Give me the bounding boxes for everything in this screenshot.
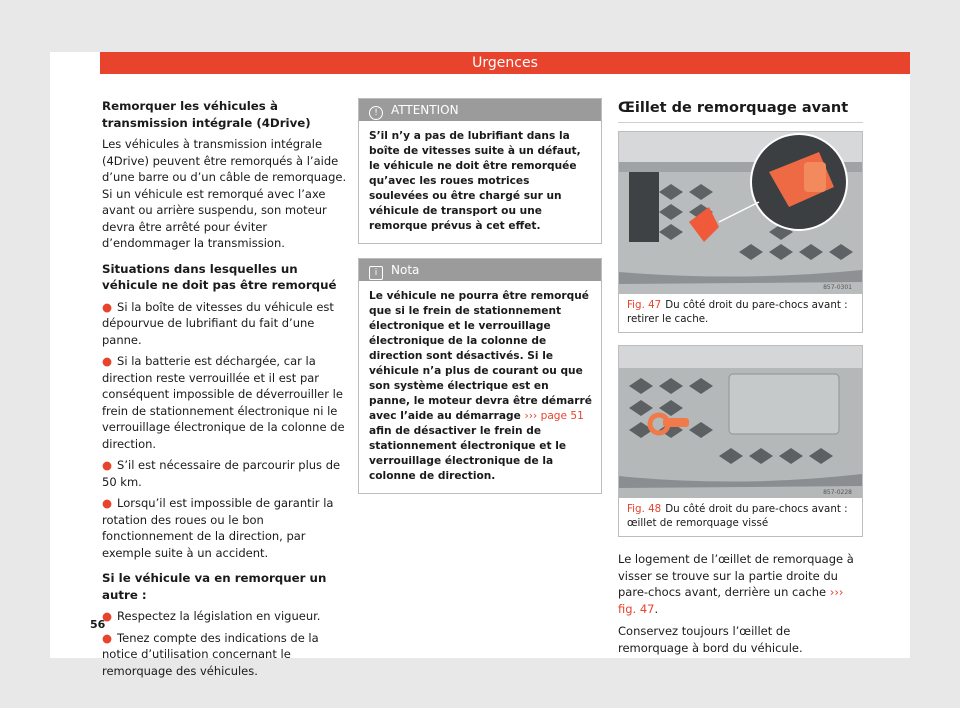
figure-code: 857-0301 [823,284,852,291]
list-item: ● Si la boîte de vitesses du véhicule est dépourvue de lubrifiant du fait d’une panne. [102,299,334,347]
bumper-cover-image [619,132,862,294]
list-item: ● Tenez compte des indications de la notice d’utilisation concernant le remorquage des véhicules. [102,630,319,678]
figure-caption: Fig. 47 Du côté droit du pare-chocs avant : retirer le cache. [627,299,848,325]
figure-label: Fig. 48 [627,503,662,515]
note-text: Le véhicule ne pourra être remorqué que si le frein de stationnement électronique et le verrouillage électronique de la colonne de direction sont désactivés. Si le véhicule n’a plus de courant ou que son système électrique est en panne, le moteur devra être démarré avec l’aide au démarrage ››› page 51 afin de désactiver le frein de stationnement électronique et le verrouillage électronique de la colonne de direction. [369,290,592,482]
figure-caption: Fig. 48 Du côté droit du pare-chocs avant : œillet de remorquage vissé [627,503,848,529]
bullet-icon: ● [102,630,113,645]
heading-4drive: Remorquer les véhicules à transmission intégrale (4Drive) [102,99,311,130]
note-title: Nota [391,263,420,277]
attention-text: S’il n’y a pas de lubrifiant dans la boîte de vitesses suite à un défaut, le véhicule ne doit être remorquée qu’avec les roues motrices soulevées ou être chargé sur un véhicule de transport ou une remorque prévus à cet effet. [369,130,581,232]
figure-47 [618,131,863,333]
figure-code: 857-0228 [823,489,852,496]
list-item: ● Lorsqu’il est impossible de garantir la rotation des roues ou le bon fonctionnement de la direction, par exemple suite à un accident. [102,496,334,560]
attention-title: ATTENTION [391,103,459,117]
column-left [102,98,347,684]
section-header: Urgences [100,52,910,74]
note-box [358,258,602,494]
bullet-icon: ● [102,609,113,623]
page-reference-link[interactable]: ››› page 51 [524,410,584,422]
bullet-icon: ● [102,299,113,314]
tow-eye-image [619,346,862,498]
info-icon: i [369,266,383,280]
page [50,52,910,678]
heading-towing-another: Si le véhicule va en remorquer un autre : [102,571,327,602]
paragraph-4drive: Les véhicules à transmission intégrale (4Drive) peuvent être remorqués à l’aide d’une barre ou d’un câble de remorquage. Si un véhicule est remorqué avec l’axe avant ou arrière suspendu, son moteur devra être arrêté pour éviter d’endommager la transmission. [102,137,347,250]
attention-box [358,98,602,244]
bullet-icon: ● [102,354,113,368]
attention-header [359,99,601,121]
heading-not-tow: Situations dans lesquelles un véhicule ne doit pas être remorqué [102,261,337,292]
warning-icon: ! [369,106,383,120]
paragraph-location: Le logement de l’œillet de remorquage à visser se trouve sur la partie droite du pare-chocs avant, derrière un cache ››› fig. 47. [618,552,854,616]
section-title: Œillet de remorquage avant [618,100,863,123]
list-item: ● S’il est nécessaire de parcourir plus de 50 km. [102,458,341,489]
note-header [359,259,601,281]
list-item: ● Si la batterie est déchargée, car la direction reste verrouillée et il est par conséquent impossible de déverrouiller le frein de stationnement électronique ni le verrouillage électronique de la colonne de direction. [102,354,345,451]
page-number: 56 [90,618,106,631]
figure-label: Fig. 47 [627,299,662,311]
list-item: ● Respectez la législation en vigueur. [102,609,321,623]
column-right [618,98,863,662]
paragraph-keep: Conservez toujours l’œillet de remorquage à bord du véhicule. [618,624,803,655]
column-middle [358,98,602,508]
figure-48 [618,345,863,537]
bullet-icon: ● [102,496,113,510]
bullet-icon: ● [102,458,113,472]
figure-reference-link[interactable]: ››› fig. 47 [618,585,844,616]
